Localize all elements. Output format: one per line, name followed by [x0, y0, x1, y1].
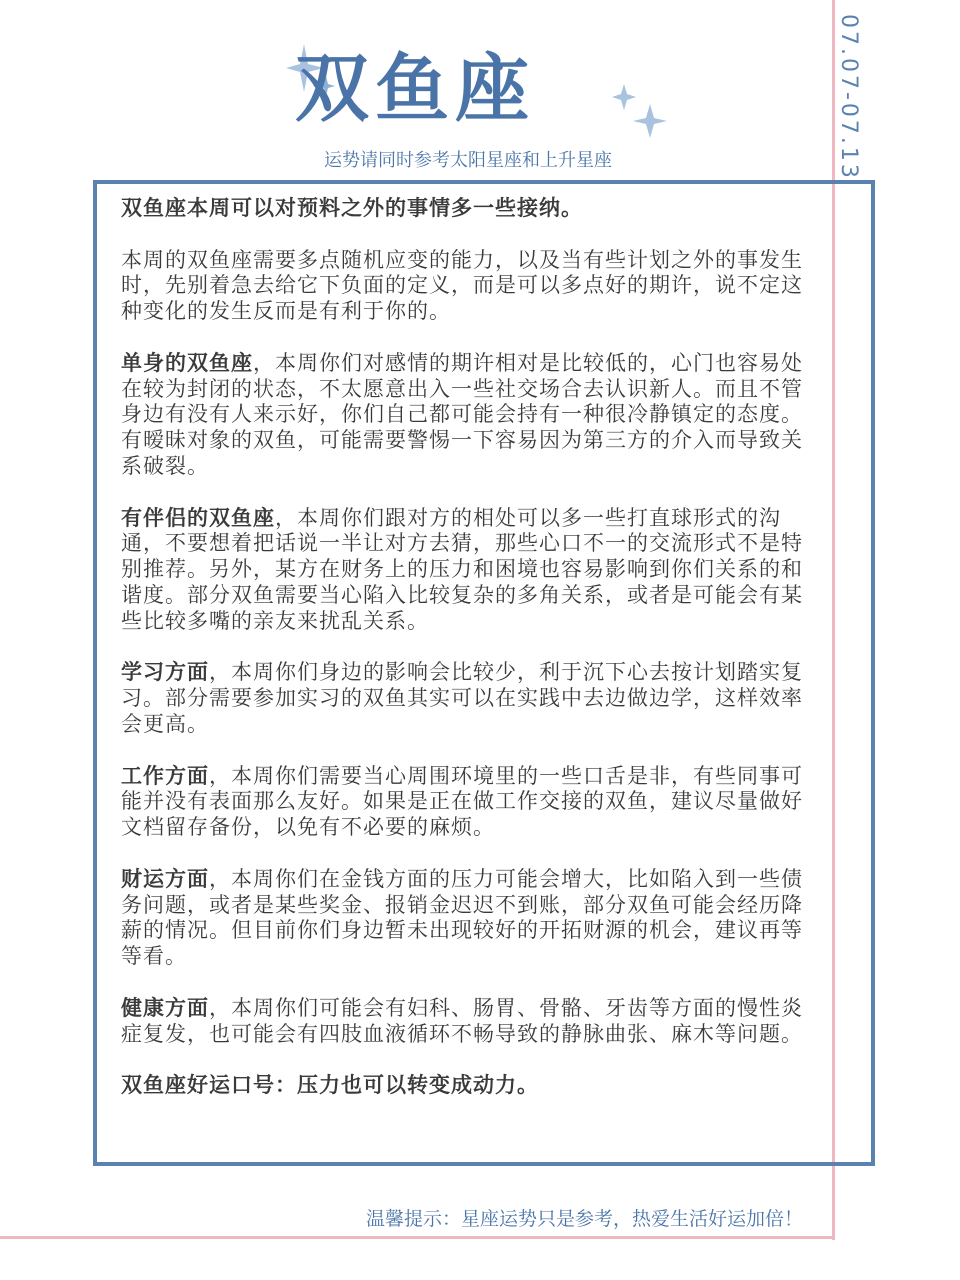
intro-text: 双鱼座本周可以对预料之外的事情多一些接纳。 [121, 196, 583, 220]
section-text: ，本周你们对感情的期许相对是比较低的，心门也容易处在较为封闭的状态，不太愿意出入一些社交场合去认识新人。而且不管身边有没有人来示好，你们自己都可能会持有一种很冷静镇定的态度。有暧昧对象的双鱼，可能需要警惕一下容易因为第三方的介入而导致关系破裂。 [121, 350, 803, 478]
section-heading: 工作方面 [121, 763, 209, 788]
page-title: 双鱼座 [295, 46, 535, 132]
section-text: ，本周你们跟对方的相处可以多一些打直球形式的沟通，不要想着把话说一半让对方去猜，那些心口不一的交流形式不是特别推荐。另外，某方在财务上的压力和困境也容易影响到你们关系的和谐度。部分双鱼需要当心陷入比较复杂的多角关系，或者是可能会有某些比较多嘴的亲友来扰乱关系。 [121, 505, 803, 633]
date-range: 07.07-07.13 [836, 14, 861, 181]
section-text: ，本周你们可能会有妇科、肠胃、骨骼、牙齿等方面的慢性炎症复发，也可能会有四肢血液循环不畅导致的静脉曲张、麻木等问题。 [121, 995, 803, 1046]
pink-horizontal-line [0, 1236, 835, 1239]
section-heading: 健康方面 [121, 995, 209, 1020]
section-heading: 财运方面 [121, 866, 209, 891]
section-single [121, 351, 821, 480]
horoscope-content [121, 196, 821, 1125]
section-work [121, 764, 821, 841]
slogan: 双鱼座好运口号：压力也可以转变成动力。 [121, 1073, 539, 1098]
section-heading: 单身的双鱼座 [121, 350, 253, 375]
section-study [121, 660, 821, 737]
section-heading: 有伴侣的双鱼座 [121, 505, 275, 530]
page-subtitle: 运势请同时参考太阳星座和上升星座 [324, 150, 612, 171]
section-finance [121, 867, 821, 970]
section-health [121, 996, 821, 1048]
overview-paragraph: 本周的双鱼座需要多点随机应变的能力，以及当有些计划之外的事发生时，先别着急去给它下负面的定义，而是可以多点好的期许，说不定这种变化的发生反而是有利于你的。 [121, 247, 803, 324]
section-text: ，本周你们需要当心周围环境里的一些口舌是非，有些同事可能并没有表面那么友好。如果是正在做工作交接的双鱼，建议尽量做好文档留存备份，以免有不必要的麻烦。 [121, 763, 803, 840]
section-text: ，本周你们身边的影响会比较少，利于沉下心去按计划踏实复习。部分需要参加实习的双鱼其实可以在实践中去边做边学，这样效率会更高。 [121, 660, 803, 736]
section-text: ，本周你们在金钱方面的压力可能会增大，比如陷入到一些债务问题，或者是某些奖金、报销金迟迟不到账，部分双鱼可能会经历降薪的情况。但目前你们身边暂未出现较好的开拓财源的机会，建议再等等看。 [121, 866, 803, 969]
section-heading: 学习方面 [121, 660, 209, 685]
footer-tip: 温馨提示：星座运势只是参考，热爱生活好运加倍！ [366, 1208, 804, 1230]
section-partnered [121, 506, 821, 635]
